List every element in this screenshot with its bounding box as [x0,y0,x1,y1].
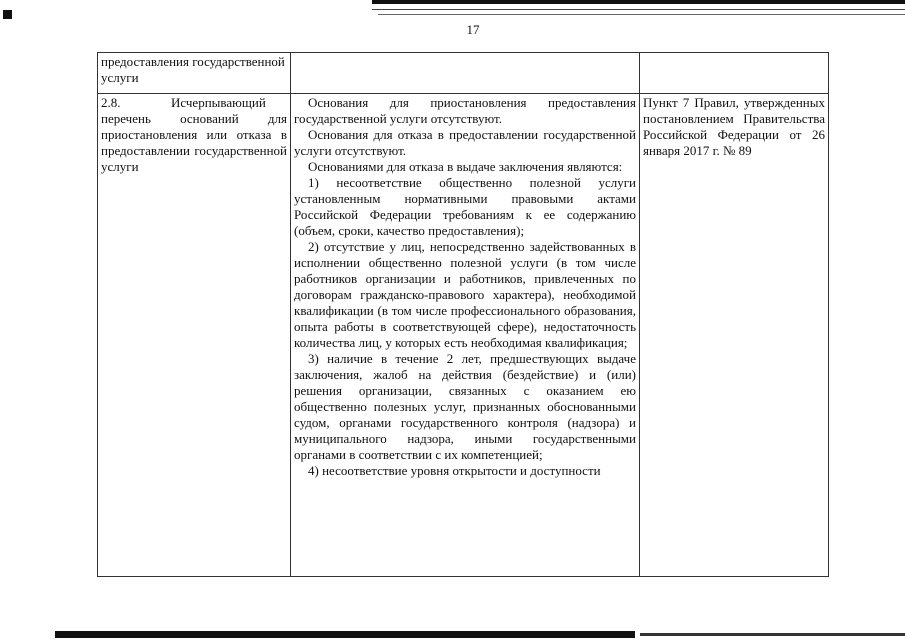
table-cell-basis [640,53,829,94]
paragraph: Основаниями для отказа в выдаче заключения являются: [308,159,623,174]
paragraph: Основания для приостановления предоставления государственной услуги отсутствуют. [294,95,636,126]
table-row [98,53,829,94]
top-scan-rule-thin-2 [378,14,905,15]
list-item: 2) отсутствие у лиц, непосредственно задействованных в исполнении общественно полезной услуги (в том числе работников организации и работников, привлеченных по договорам гражданско-правового характера), необходимой квалификации (в том числе профессионального образования, опыта работы в соответствующей сфере), недостаточность количества лиц, у которых есть необходимая квалификация; [294,239,636,350]
list-item: 1) несоответствие общественно полезной услуги установленным нормативными правовыми актами Российской Федерации требованиям к ее содержанию (объем, сроки, качество предоставления); [294,175,636,238]
top-scan-rule [372,0,905,4]
page-number: 17 [466,22,480,37]
table-cell-name [98,53,291,94]
table-cell-basis [640,94,829,577]
bottom-scan-bar [55,631,635,638]
cell-text: предоставления государственной услуги [101,54,285,85]
list-item: 4) несоответствие уровня открытости и доступности [308,463,601,478]
bottom-scan-bar-thin [640,633,905,636]
regulation-table [97,52,829,577]
top-scan-rule-thin [372,9,905,10]
paragraph: Основания для отказа в предоставлении государственной услуги отсутствуют. [294,127,636,158]
list-item: 3) наличие в течение 2 лет, предшествующих выдаче заключения, жалоб на действия (бездействие) и (или) решения организации, связанных с оказанием ею общественно полезных услуг, признанных обоснованными судом, органами государственного контроля (надзора) и муниципального надзора, иными государственными органами в соответствии с их компетенцией; [294,351,636,462]
section-number: 2.8. [101,95,121,110]
table-cell-name [98,94,291,577]
table-row [98,94,829,577]
table-cell-content [291,53,640,94]
section-title: Исчерпывающий перечень оснований для приостановления или отказа в предоставлении государственной услуги [101,95,287,174]
legal-basis-text: Пункт 7 Правил, утвержденных постановлением Правительства Российской Федерации от 26 января 2017 г. № 89 [643,95,825,158]
section-heading [101,95,287,175]
scan-mark [3,10,12,19]
table-cell-content [291,94,640,577]
